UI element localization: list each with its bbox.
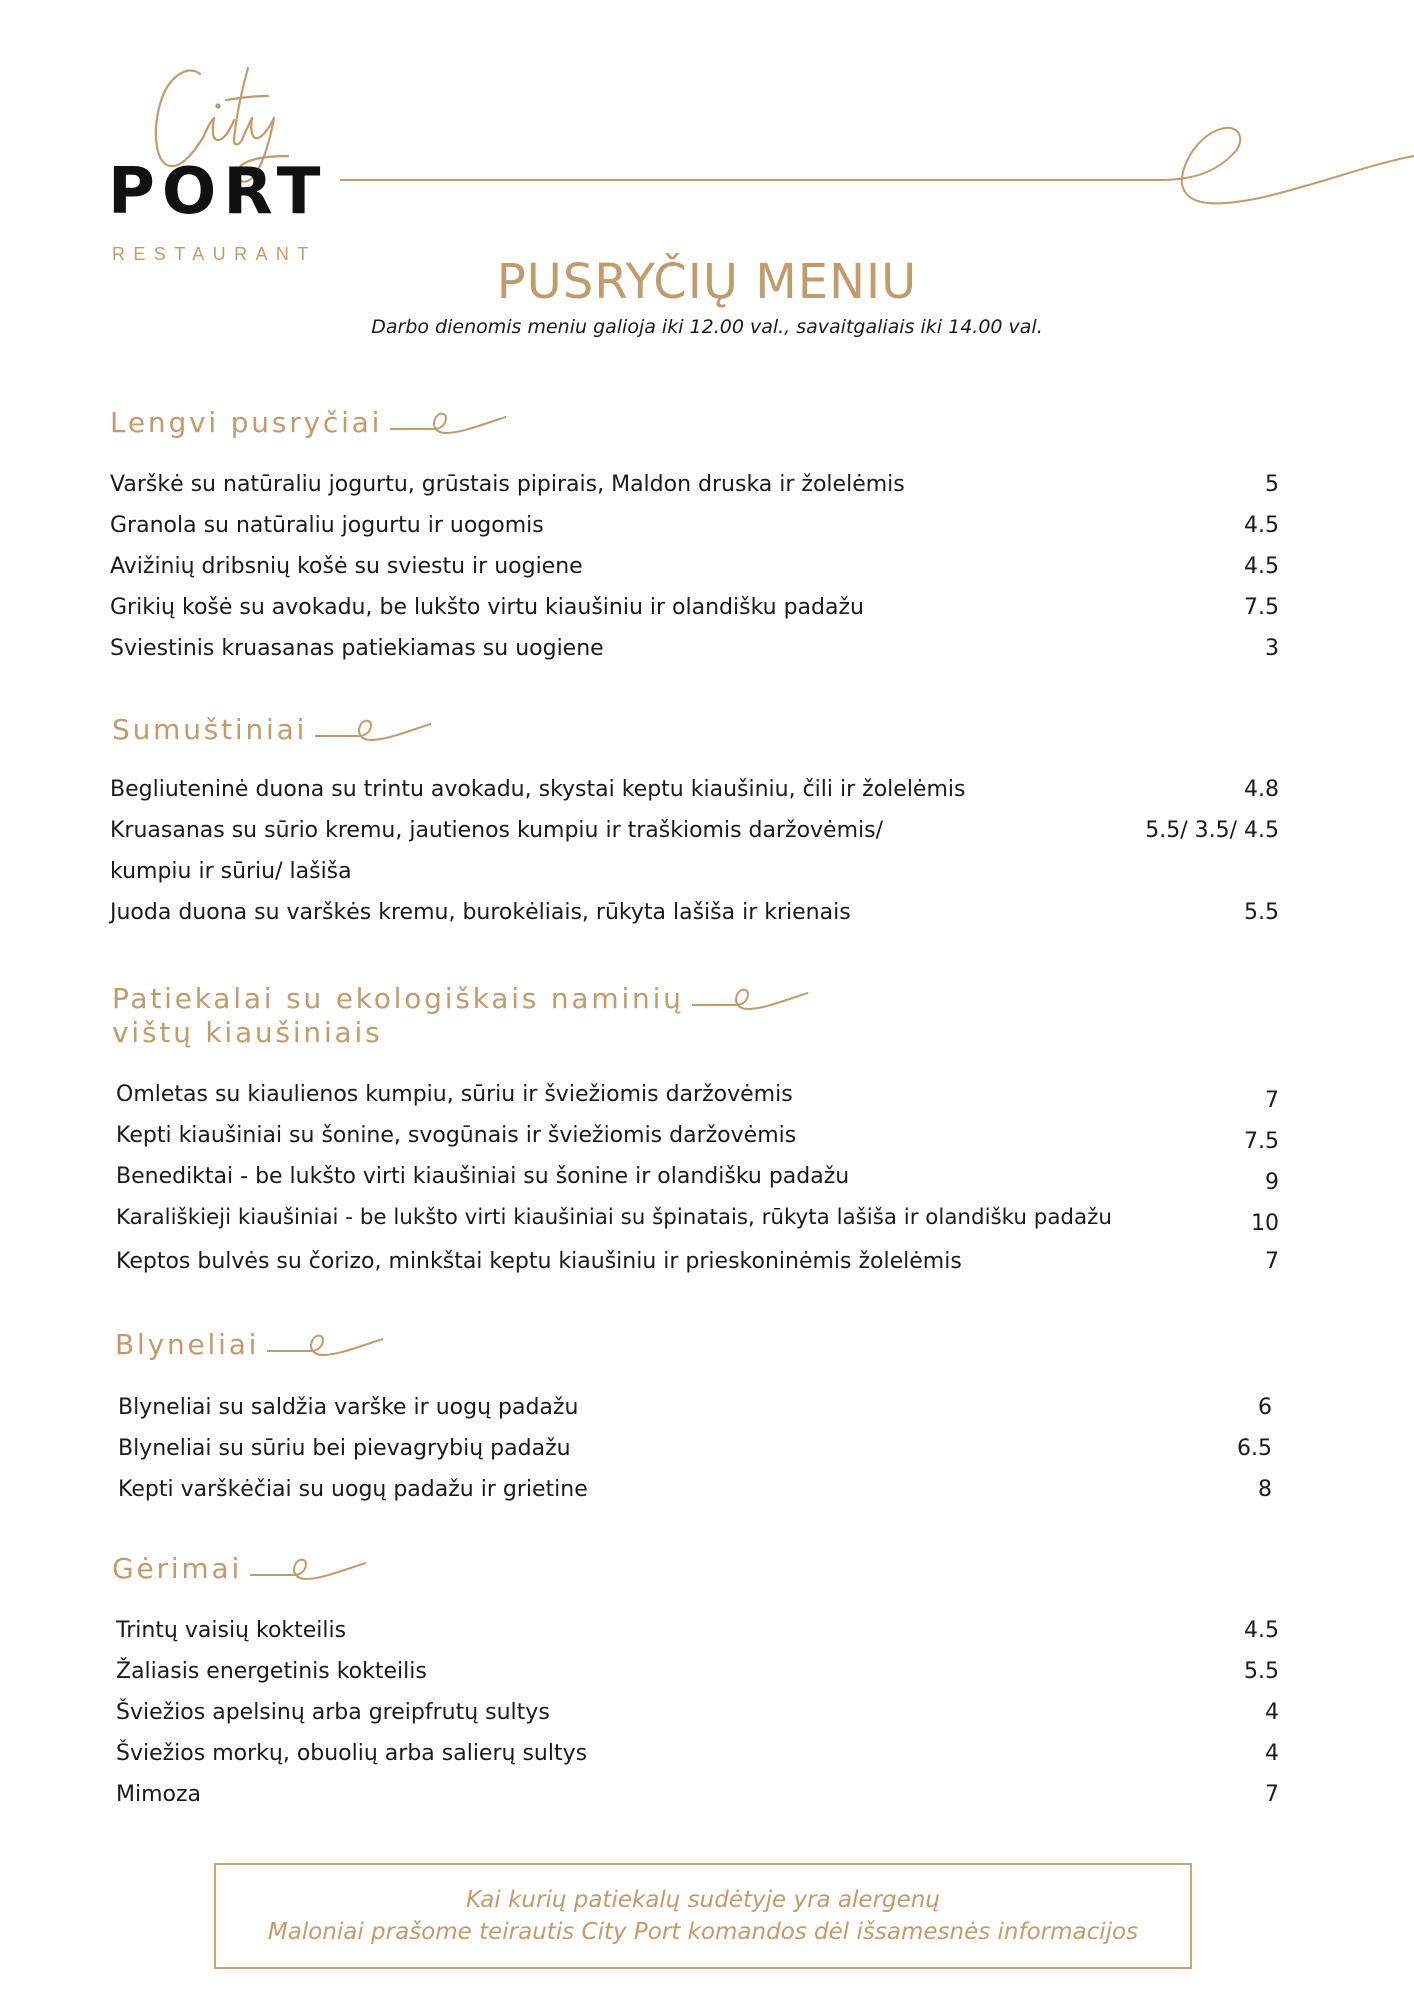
item-price: 7 <box>1265 1249 1279 1274</box>
item-price: 5.5/ 3.5/ 4.5 <box>1145 818 1279 843</box>
menu-item <box>110 464 1279 505</box>
item-price: 4.5 <box>1244 1618 1279 1643</box>
menu-item <box>110 769 1279 810</box>
section-title: Blyneliai <box>115 1328 260 1361</box>
item-price: 5.5 <box>1244 900 1279 925</box>
item-name: Kruasanas su sūrio kremu, jautienos kumpiu ir traškiomis daržovėmis/ <box>110 818 883 843</box>
item-price: 10 <box>1251 1211 1279 1236</box>
menu-title: PUSRYČIŲ MENIU <box>496 254 918 310</box>
allergen-notice-box <box>214 1863 1192 1969</box>
item-price: 8 <box>1258 1477 1272 1502</box>
item-price: 7 <box>1265 1088 1279 1113</box>
item-price: 7.5 <box>1244 595 1279 620</box>
item-name: Grikių košė su avokadu, be lukšto virtu kiaušiniu ir olandišku padažu <box>110 595 864 620</box>
item-name: Šviežios morkų, obuolių arba salierų sultys <box>116 1741 588 1766</box>
section-title: Sumuštiniai <box>112 713 308 746</box>
item-name: Kepti varškėčiai su uogų padažu ir grietine <box>118 1477 588 1502</box>
restaurant-logo <box>108 66 328 276</box>
item-price: 4 <box>1265 1741 1279 1766</box>
item-price: 6 <box>1258 1395 1272 1420</box>
section-heading <box>112 982 808 1016</box>
item-name: Kepti kiaušiniai su šonine, svogūnais ir šviežiomis daržovėmis <box>116 1123 797 1148</box>
item-price: 3 <box>1265 636 1279 661</box>
allergen-contact-note: Maloniai prašome teirautis City Port komandos dėl išsamesnės informacijos <box>267 1919 1139 1945</box>
allergen-notice: Kai kurių patiekalų sudėtyje yra alergenų <box>466 1887 940 1913</box>
menu-item <box>116 1733 1279 1774</box>
item-price: 4.5 <box>1244 513 1279 538</box>
item-name: Granola su natūraliu jogurtu ir uogomis <box>110 513 544 538</box>
brand-tagline: RESTAURANT <box>112 244 317 264</box>
menu-item <box>116 1610 1279 1651</box>
item-name: Benediktai - be lukšto virti kiaušiniai su šonine ir olandišku padažu <box>116 1164 850 1189</box>
menu-item <box>116 1074 1279 1115</box>
menu-item <box>116 1774 1279 1815</box>
section-title: Patiekalai su ekologiškais naminių <box>112 982 684 1015</box>
section-title: Gėrimai <box>112 1552 243 1585</box>
section-heading-line2 <box>112 1016 382 1050</box>
menu-item <box>118 1428 1272 1469</box>
item-name: Sviestinis kruasanas patiekiamas su uogiene <box>110 636 604 661</box>
section-title-continued: vištų kiaušiniais <box>112 1016 383 1049</box>
item-name: Avižinių dribsnių košė su sviestu ir uogiene <box>110 554 583 579</box>
item-price: 7.5 <box>1244 1129 1279 1154</box>
menu-item <box>118 1387 1272 1428</box>
item-name: Mimoza <box>116 1782 202 1807</box>
menu-subtitle: Darbo dienomis meniu galioja iki 12.00 val., savaitgaliais iki 14.00 val. <box>371 316 1043 338</box>
item-name: Omletas su kiaulienos kumpiu, sūriu ir šviežiomis daržovėmis <box>116 1082 793 1107</box>
item-price: 5.5 <box>1244 1659 1279 1684</box>
item-name: Karališkieji kiaušiniai - be lukšto virti kiaušiniai su špinatais, rūkyta lašiša ir olandišku padažu <box>116 1205 1112 1230</box>
item-name: Šviežios apelsinų arba greipfrutų sultys <box>116 1700 550 1725</box>
heading-flourish-icon <box>250 1555 366 1585</box>
item-name: Žaliasis energetinis kokteilis <box>116 1659 427 1684</box>
item-price: 5 <box>1265 472 1279 497</box>
item-price: 6.5 <box>1237 1436 1272 1461</box>
item-name-continued: kumpiu ir sūriu/ lašiša <box>110 859 352 884</box>
item-name: Varškė su natūraliu jogurtu, grūstais pipirais, Maldon druska ir žolelėmis <box>110 472 905 497</box>
brand-name: PORT <box>108 155 328 229</box>
item-price: 4 <box>1265 1700 1279 1725</box>
item-name: Blyneliai su sūriu bei pievagrybių padažu <box>118 1436 571 1461</box>
menu-item <box>116 1651 1279 1692</box>
menu-item <box>116 1156 1279 1197</box>
item-price: 7 <box>1265 1782 1279 1807</box>
menu-item <box>110 546 1279 587</box>
section-heading <box>112 1552 366 1586</box>
menu-item <box>116 1692 1279 1733</box>
menu-item <box>116 1241 1279 1282</box>
item-name: Juoda duona su varškės kremu, burokėliais, rūkyta lašiša ir krienais <box>110 900 851 925</box>
section-heading <box>112 713 431 747</box>
header-flourish-line <box>340 118 1414 218</box>
menu-item <box>116 1115 1279 1156</box>
heading-flourish-icon <box>692 985 808 1015</box>
heading-flourish-icon <box>315 716 431 746</box>
menu-item <box>110 628 1279 669</box>
item-name: Trintų vaisių kokteilis <box>116 1618 347 1643</box>
item-price: 4.5 <box>1244 554 1279 579</box>
menu-item <box>118 1469 1272 1510</box>
section-heading <box>110 406 506 440</box>
item-name: Begliuteninė duona su trintu avokadu, skystai keptu kiaušiniu, čili ir žolelėmis <box>110 777 966 802</box>
section-heading <box>115 1328 383 1362</box>
menu-item <box>116 1197 1279 1238</box>
item-name: Keptos bulvės su čorizo, minkštai keptu kiaušiniu ir prieskoninėmis žolelėmis <box>116 1249 962 1274</box>
menu-item <box>110 587 1279 628</box>
heading-flourish-icon <box>267 1331 383 1361</box>
section-title: Lengvi pusryčiai <box>110 406 383 439</box>
item-price: 9 <box>1265 1170 1279 1195</box>
menu-item <box>110 505 1279 546</box>
item-price: 4.8 <box>1244 777 1279 802</box>
heading-flourish-icon <box>390 409 506 439</box>
item-name: Blyneliai su saldžia varške ir uogų padažu <box>118 1395 579 1420</box>
menu-item <box>110 810 1279 892</box>
menu-item <box>110 892 1279 933</box>
